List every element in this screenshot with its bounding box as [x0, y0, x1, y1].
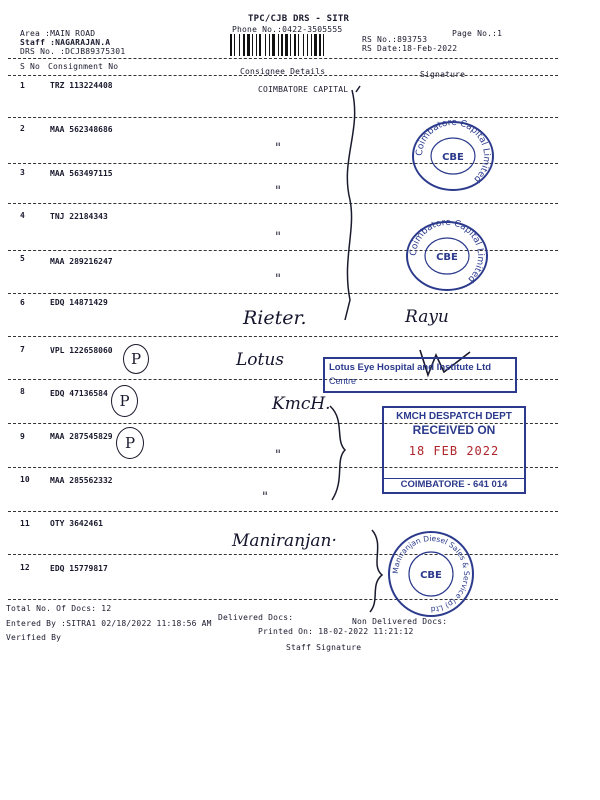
- handwritten-consignee-rieter: Rieter.: [243, 307, 307, 329]
- svg-text:Coimbatore Capital Limited: Coimbatore Capital Limited: [408, 218, 486, 285]
- consignment-number: MAA 289216247: [50, 257, 113, 266]
- svg-text:Maniranjan Diesel Sales & Serv: Maniranjan Diesel Sales & Service (p) Ltd: [390, 533, 472, 615]
- consignment-number: MAA 287545829: [50, 432, 113, 441]
- consignment-number: MAA 285562332: [50, 476, 113, 485]
- total-docs: Total No. Of Docs: 12: [6, 604, 112, 613]
- consignment-number: MAA 563497115: [50, 169, 113, 178]
- staff-label: Staff :NAGARAJAN.A: [20, 38, 111, 47]
- consignment-number: EDQ 15779817: [50, 564, 108, 573]
- coimbatore-capital-stamp: [402, 218, 492, 294]
- drs-number: DRS No. :DCJB89375301: [20, 47, 126, 56]
- row-sno: 8: [20, 387, 25, 396]
- area-label: Area :MAIN ROAD: [20, 29, 96, 38]
- handwritten-consignee-lotus: Lotus: [236, 350, 285, 370]
- ditto-mark: ": [275, 141, 281, 156]
- rs-number: RS No.:893753: [362, 35, 428, 44]
- maniranjan-diesel-stamp: [385, 528, 477, 620]
- verified-by: Verified By: [6, 633, 62, 642]
- consignment-number: TNJ 22184343: [50, 212, 108, 221]
- page-number: Page No.:1: [452, 29, 503, 38]
- entered-by: Entered By :SITRA1 02/18/2022 11:18:56 AM: [6, 619, 212, 628]
- consignment-number: MAA 562348686: [50, 125, 113, 134]
- consignee-name: COIMBATORE CAPITAL: [258, 85, 349, 94]
- delivered-docs: Delivered Docs:: [218, 613, 294, 622]
- handwritten-consignee-maniranjan: Maniranjan·: [232, 531, 337, 551]
- row-sno: 4: [20, 211, 25, 220]
- lotus-eye-hospital-stamp: Lotus Eye Hospital and Institute Ltd Centre: [323, 357, 517, 393]
- consignment-number: OTY 3642461: [50, 519, 103, 528]
- row-sno: 3: [20, 168, 25, 177]
- svg-text:CBE: CBE: [436, 252, 458, 263]
- rs-date: RS Date:18-Feb-2022: [362, 44, 458, 53]
- row-sno: 12: [20, 563, 30, 572]
- coimbatore-capital-stamp: [408, 118, 498, 194]
- handwritten-signature-row6: Rayu: [405, 307, 449, 327]
- ditto-mark: ": [275, 184, 281, 199]
- row-sno: 1: [20, 81, 25, 90]
- row-sno: 2: [20, 124, 25, 133]
- row-sno: 5: [20, 254, 25, 263]
- consignment-number: EDQ 14871429: [50, 298, 108, 307]
- circled-p-mark: P: [123, 344, 149, 374]
- ditto-mark: ": [275, 272, 281, 287]
- svg-text:CBE: CBE: [420, 570, 442, 581]
- svg-text:CBE: CBE: [442, 152, 464, 163]
- kmch-despatch-stamp: KMCH DESPATCH DEPT RECEIVED ON 18 FEB 2022 COIMBATORE - 641 014: [382, 406, 526, 494]
- column-consignment: Consignment No: [48, 62, 119, 71]
- non-delivered-docs: Non Delivered Docs:: [352, 617, 448, 626]
- row-sno: 11: [20, 519, 30, 528]
- row-sno: 9: [20, 432, 25, 441]
- row-sno: 7: [20, 345, 25, 354]
- circled-p-mark: P: [116, 427, 144, 459]
- row-sno: 6: [20, 298, 25, 307]
- consignment-number: EDQ 47136584: [50, 389, 108, 398]
- ditto-mark: ": [275, 448, 281, 463]
- report-title: TPC/CJB DRS - SITR: [248, 14, 350, 24]
- ditto-mark: ": [275, 230, 281, 245]
- column-consignee: Consignee Details: [240, 67, 326, 76]
- printed-on: Printed On: 18-02-2022 11:21:12: [258, 627, 414, 636]
- svg-text:Coimbatore Capital Limited: Coimbatore Capital Limited: [414, 118, 492, 185]
- phone-number: Phone No.:0422-3505555: [232, 25, 343, 34]
- ditto-mark: ": [262, 490, 268, 505]
- row-sno: 10: [20, 475, 30, 484]
- column-sno: S No: [20, 62, 41, 71]
- circled-p-mark: P: [111, 385, 138, 417]
- handwritten-consignee-kmch: KmcH.: [272, 394, 331, 414]
- consignment-number: VPL 122658060: [50, 346, 113, 355]
- consignment-number: TRZ 113224408: [50, 81, 113, 90]
- column-signature: Signature: [420, 70, 466, 79]
- staff-signature: Staff Signature: [286, 643, 362, 652]
